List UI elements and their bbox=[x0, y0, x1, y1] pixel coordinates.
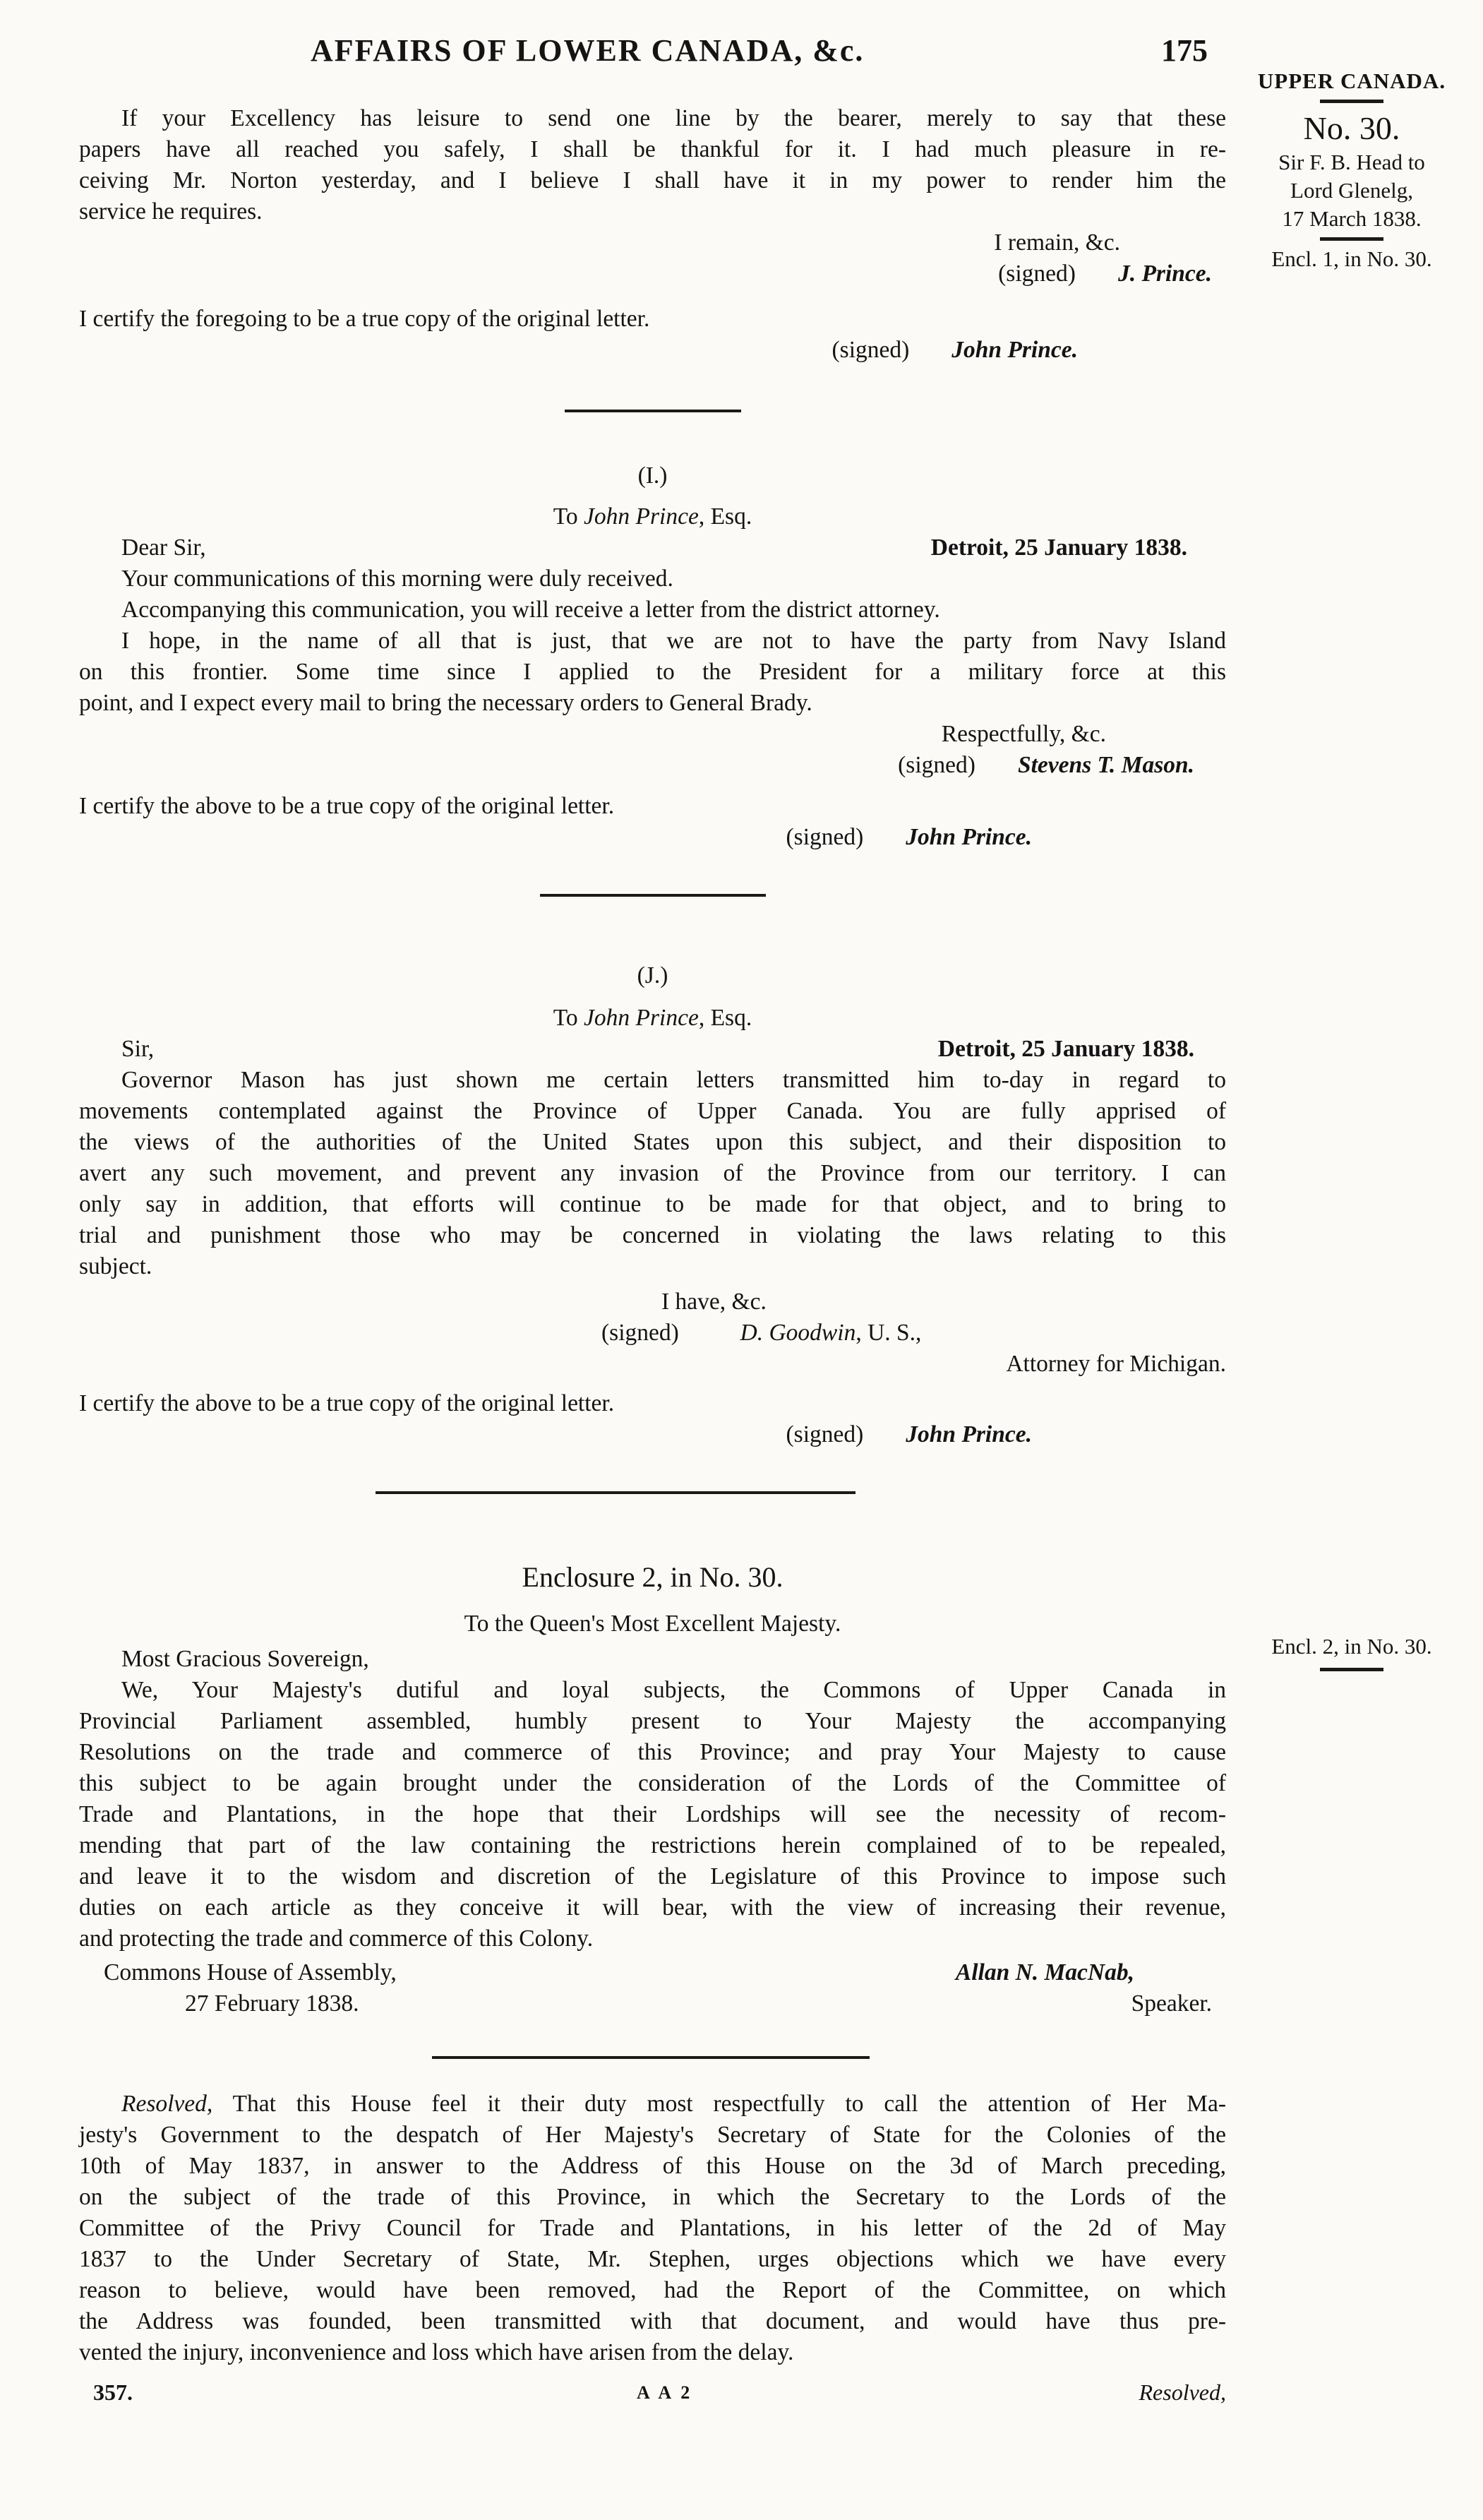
signed-label: (signed) bbox=[786, 824, 864, 850]
closing: I have, &c. bbox=[661, 1289, 767, 1315]
letter-label: (J.) bbox=[637, 962, 668, 989]
section-rule bbox=[540, 894, 766, 897]
margin-note-top bbox=[1232, 67, 1472, 273]
catchword: Resolved, bbox=[1139, 2379, 1226, 2405]
text-line: mending that part of the law containing the restrictions herein complained of to be repealed, bbox=[79, 1832, 1226, 1858]
margin-line-2: Lord Glenelg, bbox=[1290, 178, 1413, 203]
dateline: Detroit, 25 January 1838. bbox=[930, 535, 1187, 561]
signer-title: Attorney for Michigan. bbox=[1006, 1351, 1226, 1377]
text-line: the Address was founded, been transmitted with that document, and would have thus pre- bbox=[79, 2308, 1226, 2334]
signer-name: D. Goodwin bbox=[740, 1320, 856, 1346]
signature-mark: A A 2 bbox=[637, 2382, 693, 2403]
signed-label: (signed) bbox=[831, 337, 910, 363]
text-line: trial and punishment those who may be concerned in violating the laws relating to this bbox=[79, 1222, 1226, 1248]
text-line: this subject to be again brought under the consideration of the Lords of the Committee of bbox=[79, 1770, 1226, 1796]
text-line: reason to believe, would have been removed, had the Report of the Committee, on which bbox=[79, 2277, 1226, 2303]
text-line: jesty's Government to the despatch of Her Majesty's Secretary of State for the Colonies of the bbox=[79, 2122, 1226, 2148]
addressee: To John Prince, Esq. bbox=[553, 1005, 752, 1031]
text-line: Your communications of this morning were duly received. bbox=[121, 566, 673, 592]
closing: Respectfully, &c. bbox=[941, 721, 1106, 747]
text-line: I hope, in the name of all that is just, that we are not to have the party from Navy Island bbox=[121, 628, 1226, 654]
house-name: Commons House of Assembly, bbox=[104, 1959, 397, 1985]
assembly-date: 27 February 1838. bbox=[185, 1990, 359, 2017]
signer-name: John Prince. bbox=[906, 1421, 1032, 1447]
letter-j bbox=[79, 960, 1226, 1494]
certification-signature bbox=[79, 1419, 1226, 1450]
signed-label: (signed) bbox=[601, 1320, 679, 1346]
text-line: and leave it to the wisdom and discretion of the Legislature of this Province to impose such bbox=[79, 1863, 1226, 1889]
certification: I certify the foregoing to be a true copy of the original letter. bbox=[79, 306, 650, 332]
text-line: movements contemplated against the Province of Upper Canada. You are fully apprised of bbox=[79, 1098, 1226, 1124]
dateline: Detroit, 25 January 1838. bbox=[937, 1036, 1194, 1062]
signature-line bbox=[79, 750, 1226, 781]
text-line: 1837 to the Under Secretary of State, Mr. Stephen, urges objections which we have every bbox=[79, 2246, 1226, 2272]
text-line: ceiving Mr. Norton yesterday, and I believe I shall have it in my power to render him the bbox=[79, 167, 1226, 193]
signature-row bbox=[79, 1957, 1226, 1988]
margin-line-1: Sir F. B. Head to bbox=[1278, 150, 1425, 174]
text-line: Committee of the Privy Council for Trade and Plantations, in his letter of the 2d of May bbox=[79, 2215, 1226, 2241]
running-title: AFFAIRS OF LOWER CANADA, &c. bbox=[311, 33, 865, 68]
text-line: the views of the authorities of the United States upon this subject, and their disposition to bbox=[79, 1129, 1226, 1155]
salutation-row bbox=[79, 1034, 1226, 1065]
section-rule bbox=[376, 1491, 855, 1494]
salutation: Dear Sir, bbox=[121, 535, 206, 561]
text-line: Resolved, That this House feel it their duty most respectfully to call the attention of Her Ma- bbox=[121, 2091, 1226, 2117]
text-line: If your Excellency has leisure to send one line by the bearer, merely to say that these bbox=[121, 105, 1226, 131]
margin-rule bbox=[1320, 100, 1383, 103]
signer-name: J. Prince. bbox=[1117, 261, 1212, 287]
signed-label: (signed) bbox=[998, 261, 1076, 287]
signed-label: (signed) bbox=[898, 752, 975, 778]
text-line: subject. bbox=[79, 1253, 152, 1279]
signer-title: Speaker. bbox=[1131, 1990, 1212, 2017]
addressee: To John Prince, Esq. bbox=[553, 503, 752, 530]
text-line: Provincial Parliament assembled, humbly present to Your Majesty the accompanying bbox=[79, 1708, 1226, 1734]
margin-enclosure-2: Encl. 2, in No. 30. bbox=[1271, 1634, 1432, 1659]
closing: I remain, &c. bbox=[994, 229, 1120, 256]
signature-line bbox=[79, 258, 1226, 289]
text-line: Governor Mason has just shown me certain letters transmitted him to-day in regard to bbox=[121, 1067, 1226, 1093]
footer-left: 357. bbox=[93, 2379, 133, 2405]
text-line: Trade and Plantations, in the hope that their Lordships will see the necessity of recom- bbox=[79, 1801, 1226, 1827]
salutation: Sir, bbox=[121, 1036, 155, 1062]
certification-signature bbox=[79, 335, 1226, 366]
enclosure-address: To the Queen's Most Excellent Majesty. bbox=[464, 1611, 841, 1637]
text-line: only say in addition, that efforts will continue to be made for that object, and to bring to bbox=[79, 1191, 1226, 1217]
section-rule bbox=[432, 2056, 870, 2059]
text-line: papers have all reached you safely, I shall be thankful for it. I had much pleasure in re- bbox=[79, 136, 1226, 162]
signer-suffix: , U. S., bbox=[855, 1320, 922, 1346]
text-line: on this frontier. Some time since I applied to the President for a military force at this bbox=[79, 659, 1226, 685]
margin-enclosure-1: Encl. 1, in No. 30. bbox=[1271, 246, 1432, 271]
section-rule bbox=[565, 410, 741, 412]
page-number: 175 bbox=[1161, 33, 1208, 68]
text-line: We, Your Majesty's dutiful and loyal subjects, the Commons of Upper Canada in bbox=[121, 1677, 1226, 1703]
text-line: service he requires. bbox=[79, 198, 263, 225]
salutation-row bbox=[79, 532, 1226, 563]
signer-name: John Prince. bbox=[906, 824, 1032, 850]
enclosure-2 bbox=[79, 1562, 1226, 2059]
signature-row-2 bbox=[79, 1988, 1226, 2019]
text-line: on the subject of the trade of this Province, in which the Secretary to the Lords of the bbox=[79, 2184, 1226, 2210]
signer-name: Stevens T. Mason. bbox=[1017, 752, 1194, 778]
signature-line bbox=[79, 1318, 1226, 1349]
text-line: avert any such movement, and prevent any invasion of the Province from our territory. I can bbox=[79, 1160, 1226, 1186]
margin-line-3: 17 March 1838. bbox=[1282, 206, 1422, 231]
signed-label: (signed) bbox=[786, 1421, 864, 1447]
margin-note-mid bbox=[1232, 1632, 1472, 1676]
letter-h bbox=[79, 103, 1226, 412]
enclosure-title: Enclosure 2, in No. 30. bbox=[522, 1561, 783, 1593]
signer-name: Allan N. MacNab, bbox=[955, 1959, 1134, 1985]
text-line: vented the injury, inconvenience and loss which have arisen from the delay. bbox=[79, 2339, 794, 2365]
salutation: Most Gracious Sovereign, bbox=[121, 1646, 369, 1672]
margin-number: No. 30. bbox=[1303, 110, 1400, 146]
certification-signature bbox=[79, 822, 1226, 853]
certification: I certify the above to be a true copy of the original letter. bbox=[79, 793, 615, 819]
margin-rule bbox=[1320, 1668, 1383, 1671]
text-line: Resolutions on the trade and commerce of this Province; and pray Your Majesty to cause bbox=[79, 1739, 1226, 1765]
signer-name: John Prince. bbox=[951, 337, 1078, 363]
letter-i bbox=[79, 460, 1226, 897]
text-line: 10th of May 1837, in answer to the Address of this House on the 3d of March preceding, bbox=[79, 2153, 1226, 2179]
text-line: and protecting the trade and commerce of this Colony. bbox=[79, 1925, 594, 1952]
text-line: duties on each article as they conceive it will bear, with the view of increasing their revenue, bbox=[79, 1894, 1226, 1921]
text-line: point, and I expect every mail to bring the necessary orders to General Brady. bbox=[79, 690, 812, 716]
resolution bbox=[79, 2089, 1226, 2368]
letter-label: (I.) bbox=[637, 462, 668, 489]
certification: I certify the above to be a true copy of the original letter. bbox=[79, 1390, 615, 1416]
text-line: Accompanying this communication, you will receive a letter from the district attorney. bbox=[121, 597, 940, 623]
margin-region: UPPER CANADA. bbox=[1257, 68, 1446, 93]
margin-rule bbox=[1320, 237, 1383, 241]
